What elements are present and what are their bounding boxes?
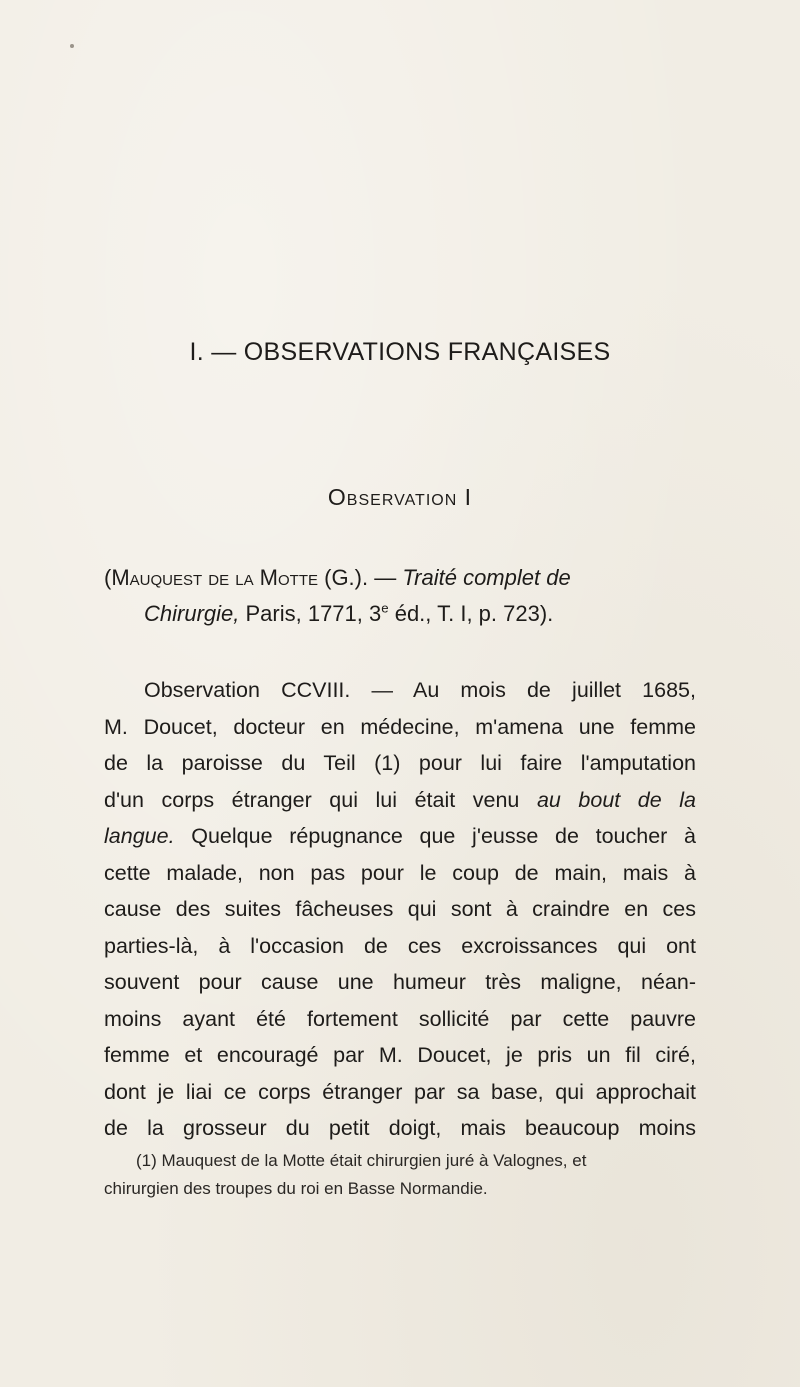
body-line: cause des suites fâcheuses qui sont à craindre en ces: [104, 897, 696, 921]
footnote-line: chirurgien des troupes du roi en Basse Normandie.: [104, 1179, 488, 1198]
body-line: de la grosseur du petit doigt, mais beaucoup moins: [104, 1116, 696, 1140]
citation: [104, 560, 704, 632]
body-line: souvent pour cause une humeur très maligne, néan-: [104, 970, 696, 994]
footnote: [104, 1147, 704, 1203]
citation-work-title-part2: Chirurgie,: [144, 601, 240, 626]
body-line: [104, 818, 696, 855]
body-paragraph: [104, 672, 696, 1147]
citation-details-a: Paris, 1771, 3: [239, 601, 382, 626]
citation-author: Mauquest de la Motte (G.).: [111, 565, 369, 590]
body-text-span: d'un corps étranger qui lui était venu: [104, 787, 537, 812]
body-line: moins ayant été fortement sollicité par cette pauvre: [104, 1006, 696, 1031]
body-italic-span: langue.: [104, 824, 175, 848]
body-line: Observation CCVIII. — Au mois de juillet 1685,: [144, 678, 696, 702]
citation-edition-superscript: e: [381, 600, 389, 616]
body-line: de la paroisse du Teil (1) pour lui faire l'amputation: [104, 751, 696, 775]
body-line: dont je liai ce corps étranger par sa base, qui approchait: [104, 1079, 696, 1104]
observation-title: Observation I: [327, 484, 473, 510]
body-line: cette malade, non pas pour le coup de main, mais à: [104, 860, 696, 885]
citation-open-paren: (: [104, 565, 112, 590]
citation-work-title-part1: Traité complet de: [402, 565, 571, 590]
section-title: I. — OBSERVATIONS FRANÇAISES: [189, 338, 611, 366]
citation-line-1: [104, 560, 704, 596]
citation-line-2: [104, 596, 704, 632]
body-line: [104, 782, 696, 819]
paper-speck: [70, 44, 74, 48]
body-line: parties-là, à l'occasion de ces excroissances qui ont: [104, 933, 696, 958]
body-line: femme et encouragé par M. Doucet, je pris un fil ciré,: [104, 1043, 696, 1067]
citation-details-b: éd., T. I, p. 723).: [388, 601, 554, 626]
body-italic-span: au bout de la: [536, 787, 696, 812]
body-text-span: Quelque répugnance que j'eusse de toucher à: [174, 824, 696, 848]
footnote-line: (1) Mauquest de la Motte était chirurgien juré à Valognes, et: [136, 1151, 587, 1170]
body-line: M. Doucet, docteur en médecine, m'amena une femme: [104, 714, 696, 739]
citation-dash: —: [368, 565, 403, 590]
